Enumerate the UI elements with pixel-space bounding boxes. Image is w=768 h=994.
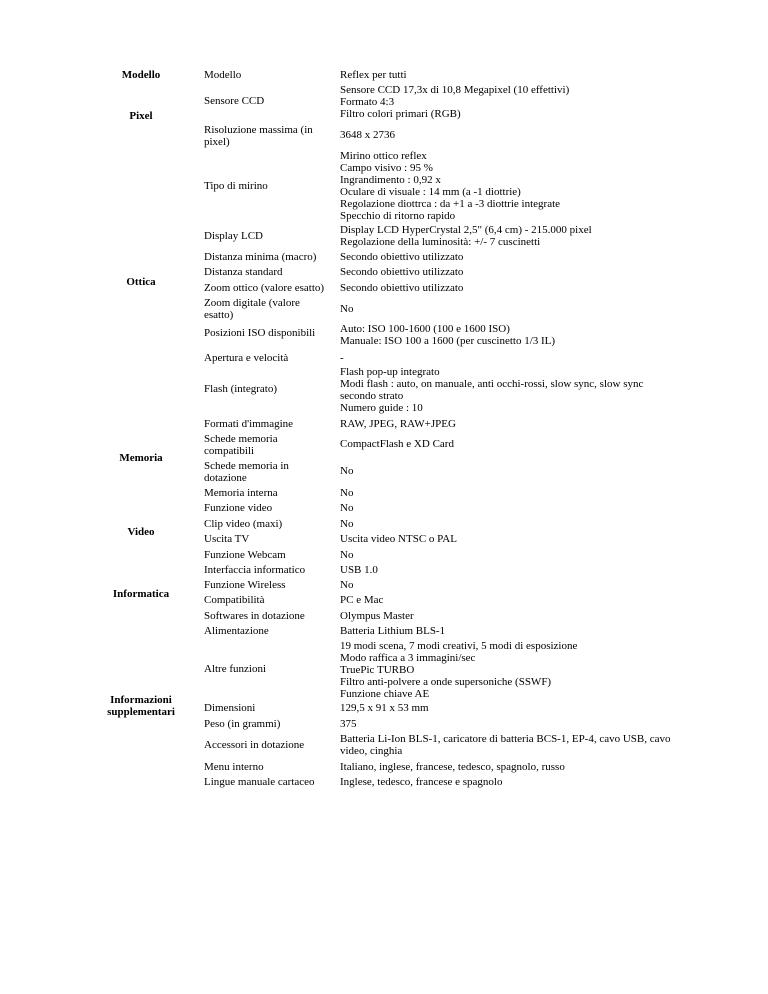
- value-line: Regolazione diottrca : da +1 a -3 diottrie integrate: [340, 198, 561, 210]
- value-line: secondo strato: [340, 390, 404, 402]
- row-value-peso: [340, 718, 740, 730]
- value-line: Ingrandimento : 0,92 x: [340, 174, 441, 186]
- row-label-software: Softwares in dotazione: [204, 610, 305, 622]
- row-value-alimentazione: [340, 625, 740, 637]
- row-label-altre-funzioni: Altre funzioni: [204, 663, 267, 675]
- row-value-iso: [340, 323, 740, 347]
- label-line: Schede memoria in: [204, 460, 289, 472]
- row-label-schede-compatibili: [204, 433, 336, 457]
- value-line: Uscita video NTSC o PAL: [340, 533, 457, 545]
- value-line: No: [340, 549, 354, 561]
- value-line: Inglese, tedesco, francese e spagnolo: [340, 776, 503, 788]
- row-value-distanza-minima: [340, 251, 740, 263]
- row-value-altre-funzioni: [340, 640, 740, 700]
- row-value-formati: [340, 418, 740, 430]
- row-value-funzione-video: [340, 502, 740, 514]
- row-value-clip-video: [340, 518, 740, 530]
- value-line: 375: [340, 718, 357, 730]
- row-label-memoria-interna: Memoria interna: [204, 487, 278, 499]
- row-value-zoom-ottico: [340, 282, 740, 294]
- row-label-peso: Peso (in grammi): [204, 718, 281, 730]
- row-value-wireless: [340, 579, 740, 591]
- row-value-dimensioni: [340, 702, 740, 714]
- value-line: Funzione chiave AE: [340, 688, 430, 700]
- value-line: Oculare di visuale : 14 mm (a -1 diottrie): [340, 186, 521, 198]
- value-line: 3648 x 2736: [340, 129, 395, 141]
- row-value-schede-dotazione: [340, 465, 740, 477]
- section-informatica: Informatica: [112, 588, 170, 600]
- row-label-dimensioni: Dimensioni: [204, 702, 256, 714]
- value-line: No: [340, 518, 354, 530]
- row-label-modello: Modello: [204, 69, 242, 81]
- value-line: Secondo obiettivo utilizzato: [340, 266, 464, 278]
- value-line: No: [340, 303, 354, 315]
- value-line: Secondo obiettivo utilizzato: [340, 282, 464, 294]
- row-label-clip-video: Clip video (maxi): [204, 518, 283, 530]
- row-value-zoom-digitale: [340, 303, 740, 315]
- value-line: Modo raffica a 3 immagini/sec: [340, 652, 476, 664]
- section-memoria: Memoria: [119, 452, 163, 464]
- value-line: Batteria Lithium BLS-1: [340, 625, 446, 637]
- row-label-funzione-video: Funzione video: [204, 502, 273, 514]
- row-value-menu-interno: [340, 761, 740, 773]
- row-value-schede-compatibili: [340, 438, 740, 450]
- row-label-uscita-tv: Uscita TV: [204, 533, 250, 545]
- value-line: Reflex per tutti: [340, 69, 407, 81]
- value-line: Filtro anti-polvere a onde supersoniche (SSWF): [340, 676, 552, 688]
- row-label-webcam: Funzione Webcam: [204, 549, 286, 561]
- value-line: No: [340, 487, 354, 499]
- value-line: Sensore CCD 17,3x di 10,8 Megapixel (10 effettivi): [340, 84, 570, 96]
- label-line: pixel): [204, 136, 230, 148]
- row-value-flash: [340, 366, 740, 414]
- row-value-software: [340, 610, 740, 622]
- value-line: Display LCD HyperCrystal 2,5" (6,4 cm) - 215.000 pixel: [340, 224, 592, 236]
- row-value-sensore: [340, 84, 740, 120]
- value-line: -: [340, 352, 344, 364]
- label-line: esatto): [204, 309, 234, 321]
- value-line: Mirino ottico reflex: [340, 150, 427, 162]
- value-line: Olympus Master: [340, 610, 414, 622]
- value-line: Filtro colori primari (RGB): [340, 108, 461, 120]
- row-label-formati: Formati d'immagine: [204, 418, 294, 430]
- value-line: Batteria Li-Ion BLS-1, caricatore di batteria BCS-1, EP-4, cavo USB, cavo: [340, 733, 671, 745]
- label-line: Schede memoria: [204, 433, 278, 445]
- row-value-distanza-standard: [340, 266, 740, 278]
- row-value-webcam: [340, 549, 740, 561]
- value-line: Regolazione della luminosità: +/- 7 cuscinetti: [340, 236, 541, 248]
- row-value-mirino: [340, 150, 740, 222]
- row-value-memoria-interna: [340, 487, 740, 499]
- row-label-iso: Posizioni ISO disponibili: [204, 327, 316, 339]
- value-line: Manuale: ISO 100 a 1600 (per cuscinetto 1/3 IL): [340, 335, 556, 347]
- value-line: RAW, JPEG, RAW+JPEG: [340, 418, 456, 430]
- label-line: Zoom digitale (valore: [204, 297, 300, 309]
- row-label-compatibilita: Compatibilità: [204, 594, 265, 606]
- row-value-risoluzione: [340, 129, 740, 141]
- value-line: Auto: ISO 100-1600 (100 e 1600 ISO): [340, 323, 510, 335]
- value-line: No: [340, 502, 354, 514]
- value-line: CompactFlash e XD Card: [340, 438, 454, 450]
- section-informazioni-supplementari: [96, 694, 186, 718]
- value-line: PC e Mac: [340, 594, 384, 606]
- row-value-apertura: [340, 352, 740, 364]
- value-line: Modi flash : auto, on manuale, anti occhi-rossi, slow sync, slow sync: [340, 378, 644, 390]
- value-line: No: [340, 579, 354, 591]
- row-label-flash: Flash (integrato): [204, 383, 278, 395]
- row-label-display: Display LCD: [204, 230, 263, 242]
- value-line: TruePic TURBO: [340, 664, 415, 676]
- label-line: dotazione: [204, 472, 247, 484]
- row-label-menu-interno: Menu interno: [204, 761, 264, 773]
- row-label-mirino: Tipo di mirino: [204, 180, 268, 192]
- label-line: Risoluzione massima (in: [204, 124, 313, 136]
- row-label-accessori: Accessori in dotazione: [204, 739, 305, 751]
- value-line: Secondo obiettivo utilizzato: [340, 251, 464, 263]
- row-label-interfaccia: Interfaccia informatico: [204, 564, 306, 576]
- row-label-zoom-digitale: [204, 297, 336, 321]
- section-video: Video: [127, 526, 155, 538]
- row-value-uscita-tv: [340, 533, 740, 545]
- value-line: Campo visivo : 95 %: [340, 162, 433, 174]
- row-value-accessori: [340, 733, 740, 757]
- row-value-modello: [340, 69, 740, 81]
- section-modello: Modello: [121, 69, 161, 81]
- row-label-risoluzione: [204, 124, 336, 148]
- row-label-schede-dotazione: [204, 460, 336, 484]
- value-line: Numero guide : 10: [340, 402, 423, 414]
- row-label-lingue-manuale: Lingue manuale cartaceo: [204, 776, 315, 788]
- value-line: Specchio di ritorno rapido: [340, 210, 456, 222]
- value-line: 129,5 x 91 x 53 mm: [340, 702, 429, 714]
- value-line: Italiano, inglese, francese, tedesco, spagnolo, russo: [340, 761, 565, 773]
- section-title-line: supplementari: [107, 706, 175, 718]
- row-label-apertura: Apertura e velocità: [204, 352, 289, 364]
- row-value-lingue-manuale: [340, 776, 740, 788]
- section-ottica: Ottica: [126, 276, 156, 288]
- row-value-display: [340, 224, 740, 248]
- section-title-line: Informazioni: [110, 694, 172, 706]
- section-pixel: Pixel: [129, 110, 153, 122]
- row-label-wireless: Funzione Wireless: [204, 579, 286, 591]
- value-line: 19 modi scena, 7 modi creativi, 5 modi di esposizione: [340, 640, 578, 652]
- value-line: Flash pop-up integrato: [340, 366, 440, 378]
- row-label-distanza-standard: Distanza standard: [204, 266, 283, 278]
- row-label-distanza-minima: Distanza minima (macro): [204, 251, 317, 263]
- row-value-interfaccia: [340, 564, 740, 576]
- row-label-alimentazione: Alimentazione: [204, 625, 269, 637]
- row-value-compatibilita: [340, 594, 740, 606]
- value-line: Formato 4:3: [340, 96, 395, 108]
- value-line: USB 1.0: [340, 564, 378, 576]
- row-label-sensore: Sensore CCD: [204, 95, 265, 107]
- label-line: compatibili: [204, 445, 255, 457]
- value-line: No: [340, 465, 354, 477]
- row-label-zoom-ottico: Zoom ottico (valore esatto): [204, 282, 325, 294]
- value-line: video, cinghia: [340, 745, 403, 757]
